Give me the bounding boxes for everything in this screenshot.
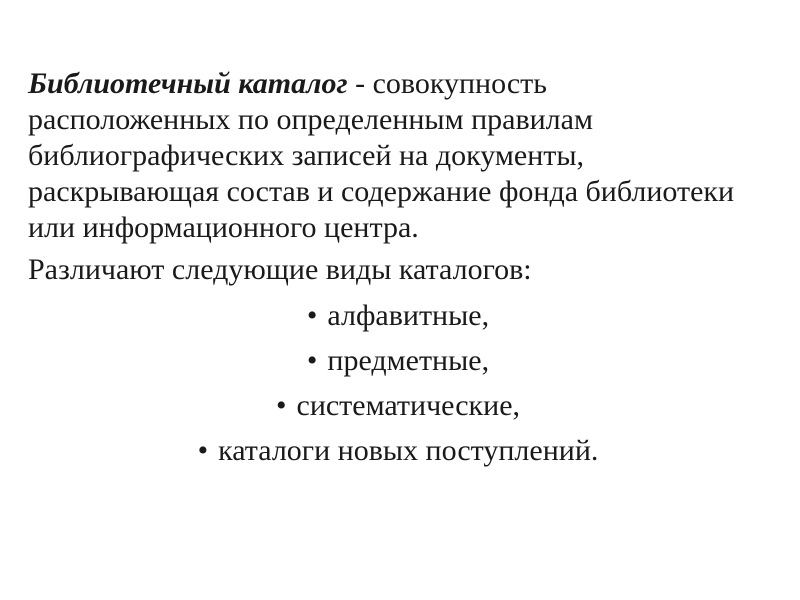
list-item-text: алфавитные, — [327, 299, 490, 332]
bullet-icon: • — [275, 389, 287, 422]
list-item-text: предметные, — [327, 344, 490, 377]
list-item — [28, 433, 768, 469]
list-item — [28, 298, 768, 334]
bullet-icon: • — [306, 299, 318, 332]
definition-term: Библиотечный каталог — [28, 67, 348, 100]
list-item-text: каталоги новых поступлений. — [218, 434, 599, 467]
catalog-types-list — [28, 298, 768, 469]
list-item-text: систематические, — [296, 389, 521, 422]
definition-text: - совокупность расположенных по определенным правилам библиографических записей на документы, раскрывающая состав и содержание фонда библиотеки или информационного центра. — [28, 67, 735, 244]
bullet-icon: • — [306, 344, 318, 377]
list-item — [28, 388, 768, 424]
list-item — [28, 343, 768, 379]
bullet-icon: • — [197, 434, 209, 467]
catalog-types-intro: Различают следующие виды каталогов: — [28, 253, 532, 286]
definition-paragraph — [28, 66, 748, 246]
